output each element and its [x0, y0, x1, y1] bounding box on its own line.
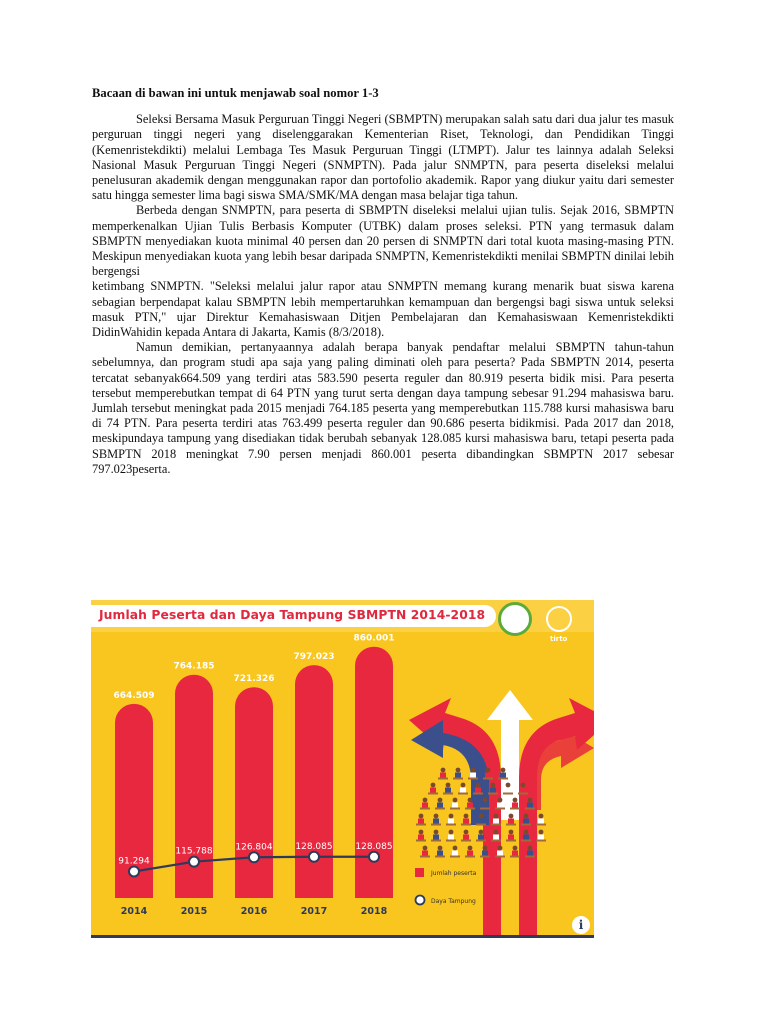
legend-swatch-participants	[415, 868, 424, 877]
legend-label-capacity: Daya Tampung	[431, 898, 476, 905]
capacity-point-2017	[309, 852, 319, 862]
bar-value-label-2016: 721.326	[233, 674, 275, 685]
category-label-2014: 2014	[120, 906, 148, 917]
paragraph-2: Berbeda dengan SNMPTN, para peserta di SBMPTN diseleksi melalui ujian tulis. Sejak 2016, SBMPTN memperkenalkan Ujian Tulis Berbasis Komputer (UTBK) dalam proses seleksi. PTN yang termasuk dalam SBMPTN menyediakan kuota minimal 40 persen dan 20 persen di SNMPTN dari total kuota masing-masing PTN. Meskipun menyediakan kuota yang lebih besar daripada SNMPTN, Kemenristekdikti menilai SBMPTN dinilai lebih bergengsi	[92, 203, 674, 279]
bar-2017	[295, 665, 333, 898]
category-label-2017: 2017	[300, 906, 328, 917]
bar-value-label-2018: 860.001	[353, 633, 395, 644]
capacity-label-2016: 126.804	[235, 842, 273, 853]
capacity-point-2018	[369, 852, 379, 862]
reading-heading: Bacaan di bawan ini untuk menjawab soal nomor 1-3	[92, 86, 379, 100]
legend	[415, 868, 477, 905]
tirto-logo-text: tirto	[550, 635, 568, 643]
category-labels-group	[121, 906, 388, 917]
paragraph-3: ketimbang SNMPTN. "Seleksi melalui jalur rapor atau SNMPTN memang kurang menarik buat siswa karena sebagian berpendapat kalau SBMPTN lebih mempertaruhkan kemampuan dan bergengsi bagi siswa untuk seleksi masuk PTN," ujar Direktur Kemahasiswaan Ditjen Pembelajaran dan Kemahasiswaan Kemenristekdikti DidinWahidin kepada Antara di Jakarta, Kamis (8/3/2018).	[92, 279, 674, 340]
legend-label-participants: Jumlah peserta	[431, 870, 477, 877]
legend-marker-capacity	[416, 896, 425, 905]
bar-value-label-2017: 797.023	[293, 652, 335, 663]
capacity-label-2018: 128.085	[355, 841, 393, 852]
document-body	[92, 86, 674, 477]
capacity-label-2015: 115.788	[175, 846, 213, 857]
category-label-2016: 2016	[240, 906, 268, 917]
capacity-point-2015	[189, 857, 199, 867]
bar-value-label-2014: 664.509	[113, 690, 155, 701]
bar-value-label-2015: 764.185	[173, 661, 215, 672]
info-icon[interactable]: i	[572, 916, 590, 934]
infographic	[91, 600, 594, 938]
paragraph-1: Seleksi Bersama Masuk Perguruan Tinggi Negeri (SBMPTN) merupakan salah satu dari dua jalur tes masuk perguruan tinggi negeri yang diselenggarakan Kementerian Riset, Teknologi, dan Pendidikan Tinggi (Kemenristekdikti) melalui Lembaga Tes Masuk Perguruan Tinggi (LTMPT). Jalur tes lainnya adalah Seleksi Nasional Masuk Perguruan Tinggi Negeri (SNMPTN). Pada jalur SNMPTN, para peserta diseleksi melalui penelusuran akademik dengan menggunakan rapor dan portofolio akademik. Rapor yang diukur yaitu dari semester satu hingga semester lima bagi siswa SMA/SMK/MA dengan masa belajar tiga tahun.	[92, 112, 674, 203]
paragraph-4: Namun demikian, pertanyaannya adalah berapa banyak pendaftar melalui SBMPTN tahun-tahun sebelumnya, dan program studi apa saja yang paling diminati oleh para peserta? Pada SBMPTN 2014, peserta tercatat sebanyak664.509 yang terdiri atas 583.590 peserta reguler dan 80.919 peserta bidik misi. Para peserta tersebut memperebutkan tempat di 64 PTN yang turut serta dengan daya tampung sebesar 91.294 mahasiswa baru. Jumlah tersebut meningkat pada 2015 menjadi 764.185 peserta yang memperebutkan 115.788 kursi mahasiswa baru di 74 PTN. Para peserta terdiri atas 763.499 peserta reguler dan 90.686 peserta bidikmisi. Pada 2017 dan 2018, meskipundaya tampung yang disediakan tidak berubah sebanyak 128.085 kursi mahasiswa baru, tetapi peserta pada SBMPTN 2018 meningkat 7.90 persen menjadi 860.001 peserta dibandingkan SBMPTN 2017 sebesar 797.023peserta.	[92, 340, 674, 476]
sbmptn-chart	[91, 600, 594, 938]
infographic-title: Jumlah Peserta dan Daya Tampung SBMPTN 2014-2018	[99, 608, 486, 622]
capacity-label-2017: 128.085	[295, 841, 333, 852]
bottom-rule	[91, 935, 594, 938]
category-label-2015: 2015	[180, 906, 208, 917]
category-label-2018: 2018	[360, 906, 388, 917]
capacity-point-2016	[249, 852, 259, 862]
capacity-point-2014	[129, 866, 139, 876]
capacity-label-2014: 91.294	[118, 856, 150, 867]
bar-2016	[235, 687, 273, 898]
